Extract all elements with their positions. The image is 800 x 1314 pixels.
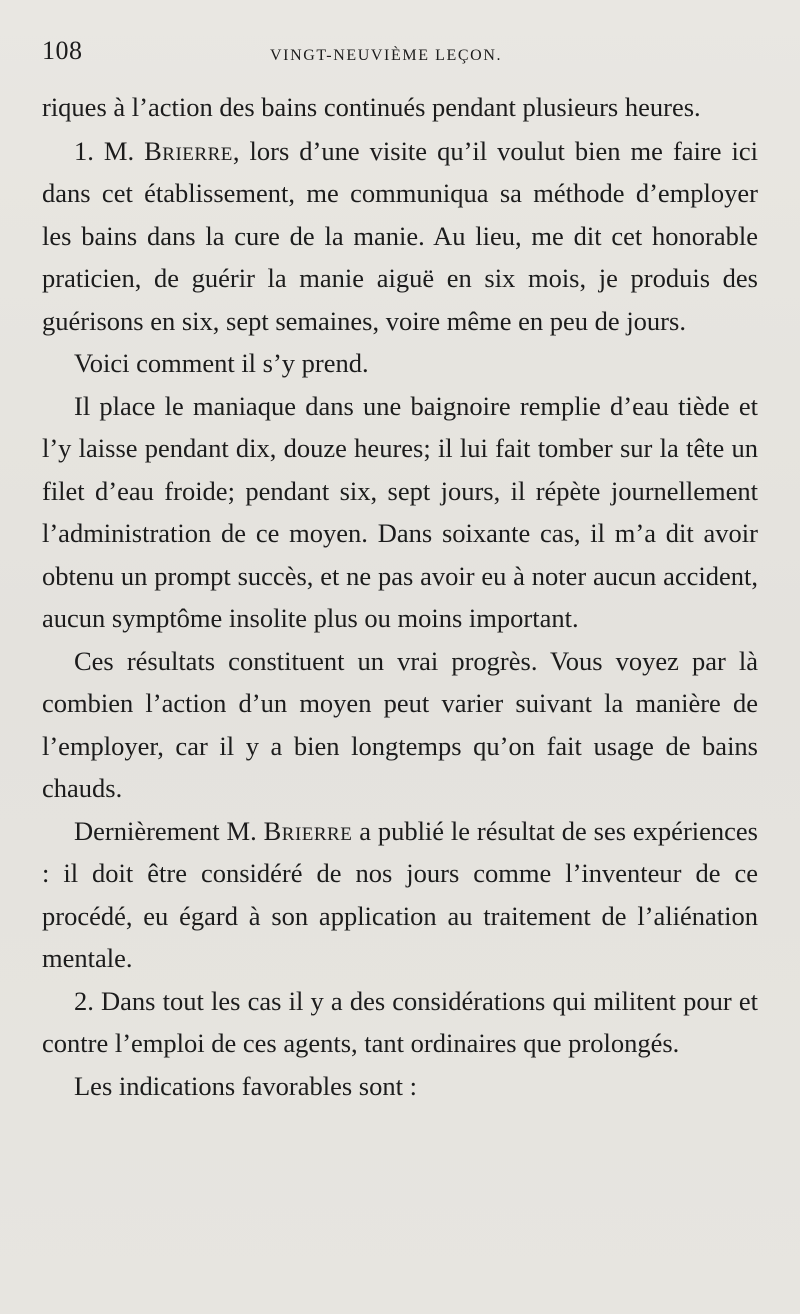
running-title: VINGT-NEUVIÈME LEÇON. [270,47,503,64]
paragraph-considerations [42,980,758,1065]
paragraph-text: a publié le résultat de ses expériences : il doit être considéré de nos jours comme l’inventeur de ce procédé, eu égard à son application au traitement de l’aliénation mentale. [42,815,758,973]
paragraph-text: Les indications favorables sont : [74,1070,417,1101]
paragraph-text: , lors d’une visite qu’il voulut bien me faire ici dans cet établissement, me communiqua sa méthode d’employer les bains dans la cure de la manie. Au lieu, me dit cet honorable praticien, de guérir la manie aiguë en six mois, je produis des guérisons en six, sept semaines, voire même en peu de jours. [42,135,758,336]
paragraph-prefix: Dernièrement M. [74,815,264,846]
paragraph-text: 2. Dans tout les cas il y a des considérations qui militent pour et contre l’emploi de ces agents, tant ordinaires que prolongés. [42,985,758,1058]
person-name: Brierre [144,135,233,166]
paragraph-text: riques à l’action des bains continués pendant plusieurs heures. [42,92,701,122]
paragraph-text: Voici comment il s’y prend. [74,348,369,378]
paragraph-brierre-visit [42,130,758,343]
paragraph-text: Ces résultats constituent un vrai progrès. Vous voyez par là combien l’action d’un moyen peut varier suivant la manière de l’employer, car il y a bien longtemps qu’on fait usage de bains chauds. [42,645,758,803]
paragraph-prefix: 1. M. [74,135,145,166]
paragraph-indications [42,1065,758,1108]
paragraph-results [42,640,758,810]
page-header [40,36,760,76]
body-text [42,86,758,1107]
paragraph-inventor [42,810,758,980]
person-name: Brierre [263,815,353,846]
paragraph-method-description [42,385,758,640]
page-number: 108 [42,36,83,65]
paragraph-text: Il place le maniaque dans une baignoire remplie d’eau tiède et l’y laisse pendant dix, douze heures; il lui fait tomber sur la tête un filet d’eau froide; pendant six, sept jours, il répète journellement l’administration de ce moyen. Dans soixante cas, il m’a dit avoir obtenu un prompt succès, et ne pas avoir eu à noter aucun accident, aucun symptôme insolite plus ou moins important. [42,390,758,633]
paragraph-method-intro [42,342,758,385]
paragraph-continuation [42,86,758,129]
